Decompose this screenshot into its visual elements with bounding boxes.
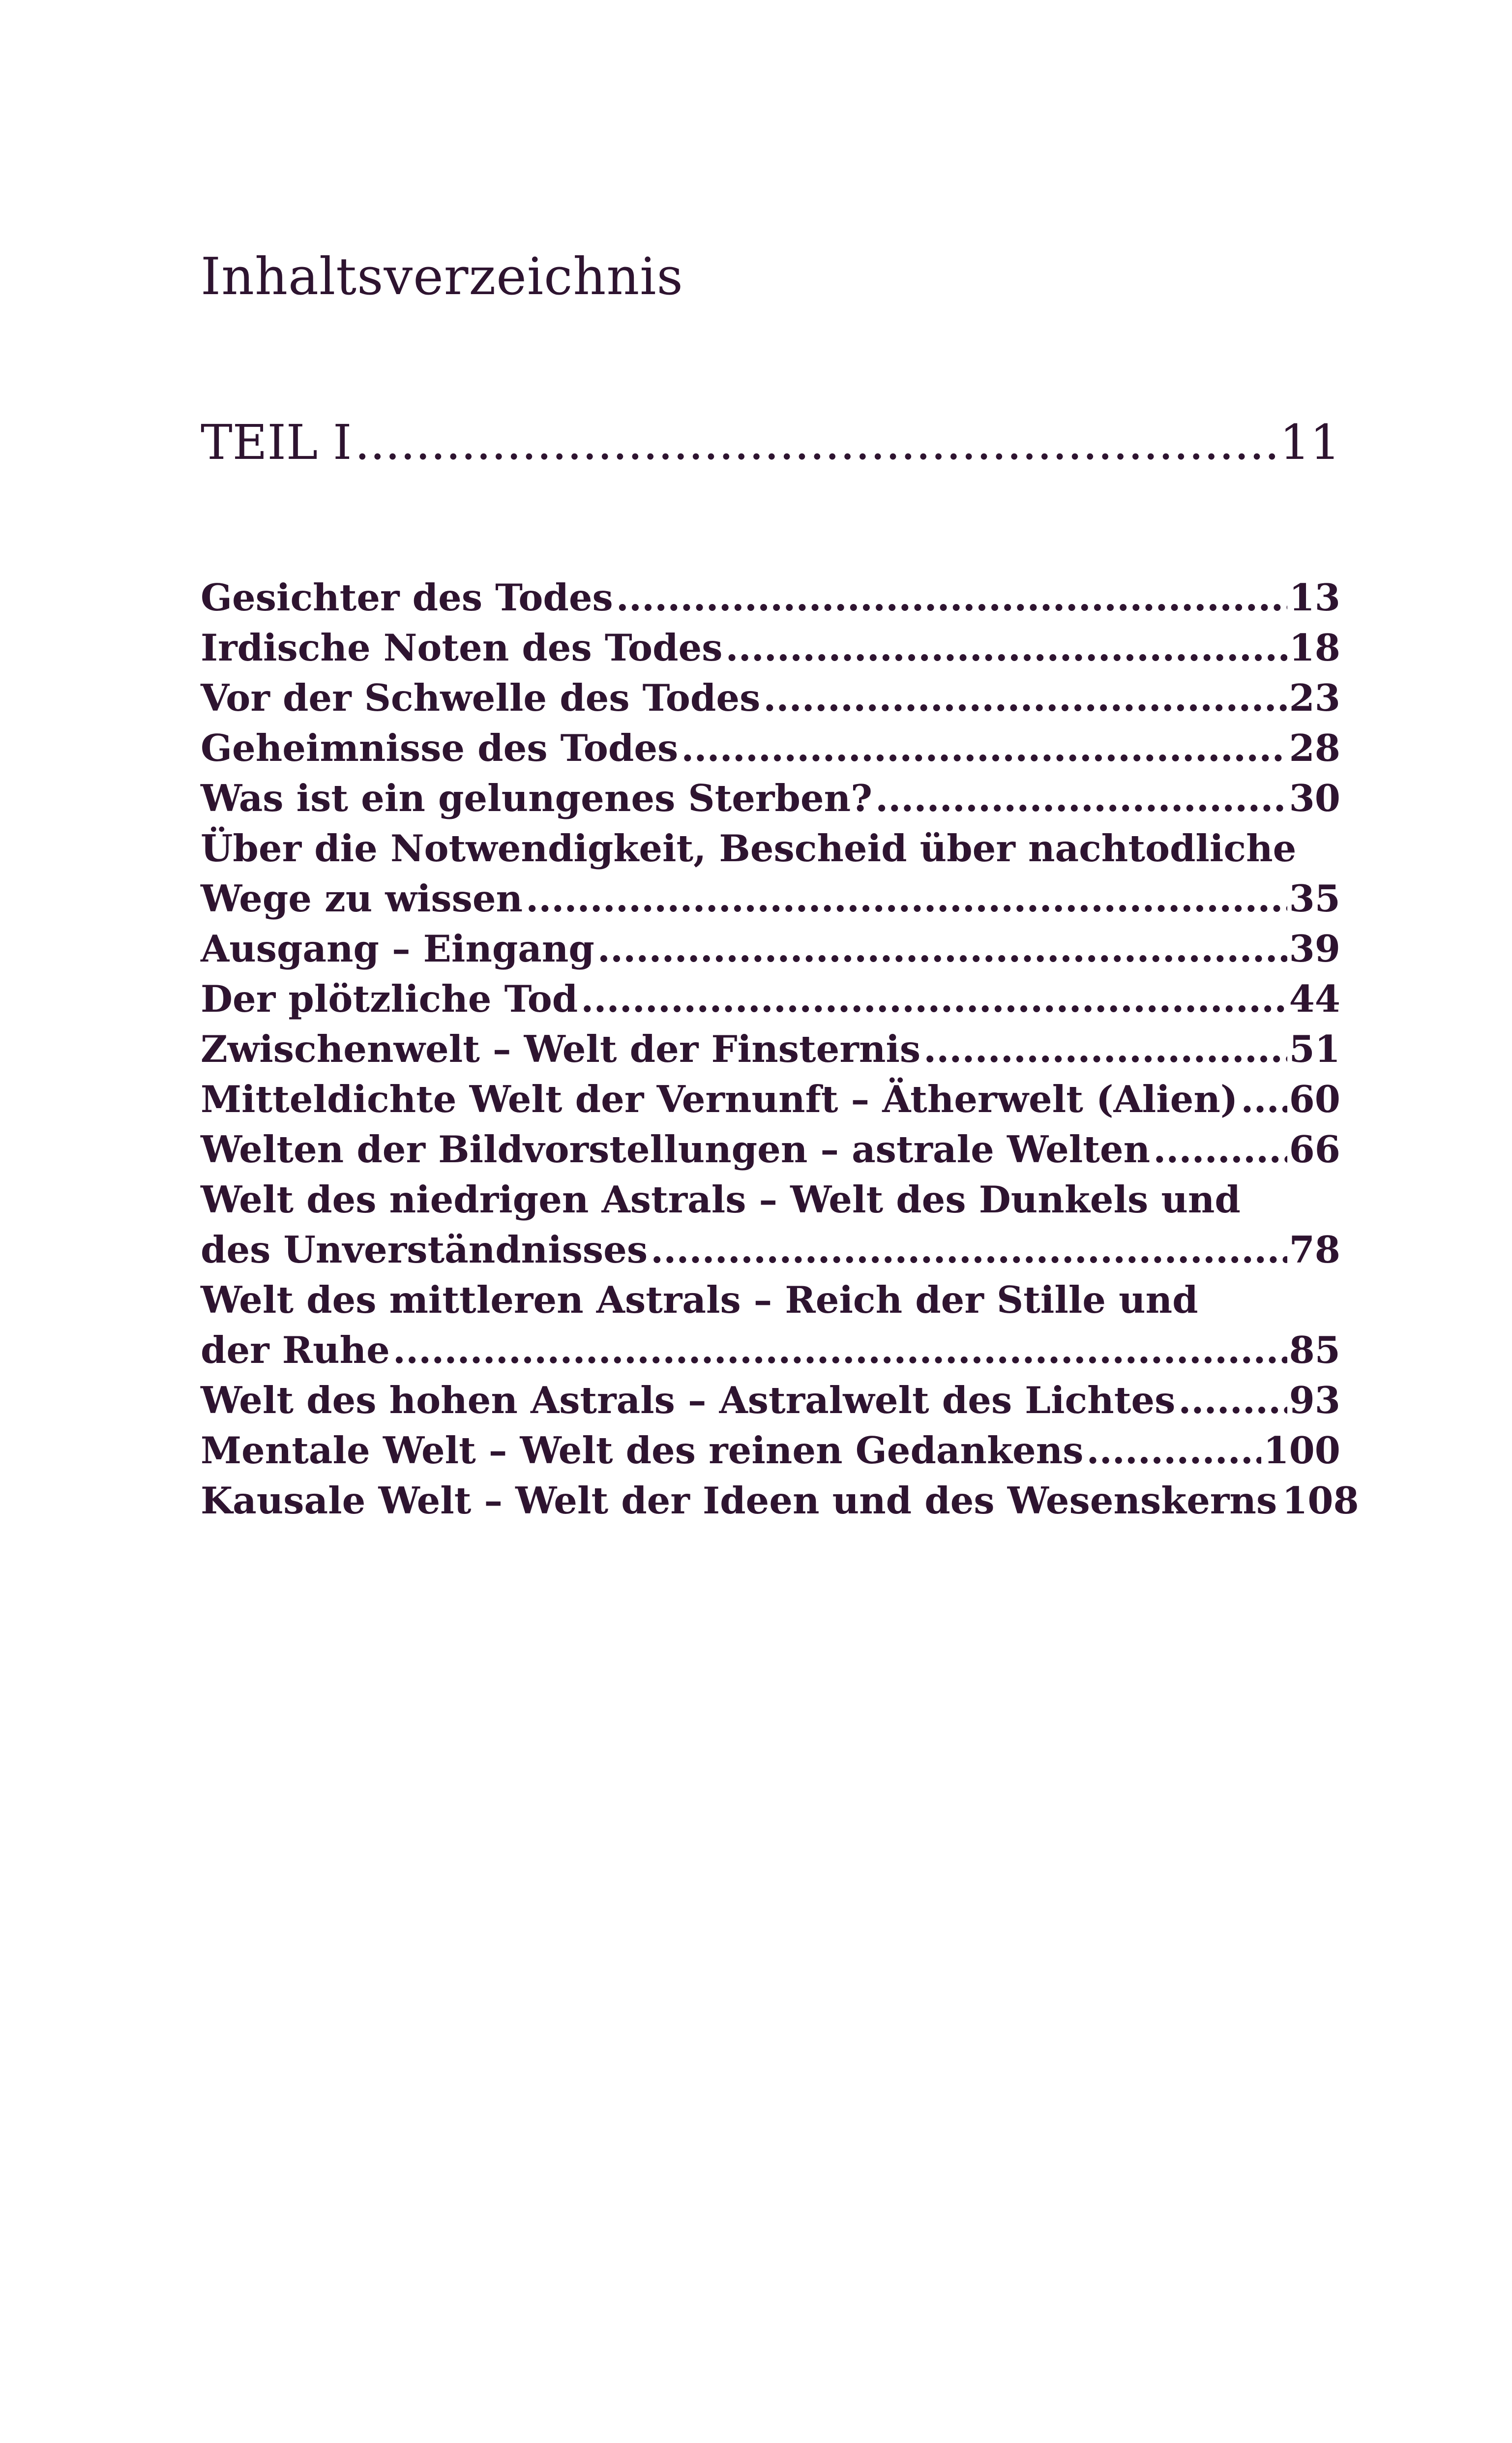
dot-leader	[923, 1024, 1287, 1074]
toc-entry	[201, 1074, 1340, 1124]
toc-entry-title: des Unverständnisses	[201, 1228, 648, 1271]
part-label: TEIL I	[201, 415, 352, 470]
toc-entry-title: Wege zu wissen	[201, 877, 523, 920]
dot-leader	[616, 573, 1287, 623]
toc-entry-title: Mitteldichte Welt der Vernunft – Ätherwelt (Alien)	[201, 1078, 1238, 1121]
toc-entry	[201, 573, 1340, 623]
toc-entry	[201, 1024, 1340, 1074]
toc-entry-title: der Ruhe	[201, 1328, 390, 1372]
toc-entry	[201, 974, 1340, 1024]
toc-part-entry	[201, 406, 1340, 470]
part-page-number: 11	[1279, 415, 1340, 470]
toc-entry-page: 44	[1289, 977, 1340, 1021]
dot-leader	[651, 1225, 1287, 1275]
toc-entry-page: 39	[1289, 927, 1340, 970]
dot-leader	[763, 673, 1287, 723]
toc-entry-page: 100	[1263, 1429, 1340, 1472]
toc-entry-page: 85	[1289, 1328, 1340, 1372]
toc-entry-page: 18	[1289, 626, 1340, 669]
toc-entry-title: Zwischenwelt – Welt der Finsternis	[201, 1027, 921, 1071]
toc-entry	[201, 1375, 1340, 1425]
toc-entry-page: 23	[1289, 676, 1340, 720]
toc-entry-title: Geheimnisse des Todes	[201, 726, 679, 770]
toc-entry-page: 51	[1289, 1027, 1340, 1071]
toc-list	[201, 573, 1359, 1526]
toc-entry-title-line: Über die Notwendigkeit, Bescheid über nachtodliche	[201, 827, 1297, 870]
dot-leader	[597, 924, 1287, 974]
toc-entry-page: 13	[1289, 576, 1340, 619]
toc-entry	[201, 773, 1340, 823]
toc-entry-title-line: Welt des niedrigen Astrals – Welt des Dunkels und	[201, 1178, 1241, 1221]
toc-entry-page: 30	[1289, 777, 1340, 820]
toc-entry-title-line: Welt des mittleren Astrals – Reich der Stille und	[201, 1278, 1198, 1322]
dot-leader	[681, 723, 1287, 773]
toc-entry	[201, 673, 1340, 723]
toc-entry-title: Kausale Welt – Welt der Ideen und des Wesenskerns	[201, 1479, 1277, 1522]
toc-entry-page: 66	[1289, 1128, 1340, 1171]
toc-entry-title: Welten der Bildvorstellungen – astrale Welten	[201, 1128, 1151, 1171]
toc-entry-page: 28	[1289, 726, 1340, 770]
dot-leader	[1178, 1375, 1287, 1425]
toc-entry-page: 108	[1282, 1479, 1359, 1522]
toc-entry	[201, 924, 1340, 974]
dot-leader	[1086, 1425, 1261, 1476]
toc-entry-title: Was ist ein gelungenes Sterben?	[201, 777, 873, 820]
toc-entry-title: Der plötzliche Tod	[201, 977, 578, 1021]
toc-entry-page: 93	[1289, 1379, 1340, 1422]
toc-entry	[201, 1425, 1340, 1476]
toc-entry-title: Welt des hohen Astrals – Astralwelt des Lichtes	[201, 1379, 1176, 1422]
toc-entry	[201, 1175, 1340, 1275]
toc-entry-title: Mentale Welt – Welt des reinen Gedankens	[201, 1429, 1084, 1472]
dot-leader	[1153, 1124, 1287, 1175]
dot-leader	[875, 773, 1287, 823]
toc-entry-title: Vor der Schwelle des Todes	[201, 676, 761, 720]
toc-heading: Inhaltsverzeichnis	[201, 246, 683, 306]
dot-leader	[393, 1325, 1287, 1375]
dot-leader	[581, 974, 1287, 1024]
dot-leader	[526, 874, 1287, 924]
dot-leader	[725, 623, 1287, 673]
toc-entry	[201, 823, 1340, 924]
toc-entry-title: Ausgang – Eingang	[201, 927, 594, 970]
toc-entry	[201, 1275, 1340, 1375]
toc-entry	[201, 1476, 1359, 1526]
toc-entry-page: 78	[1289, 1228, 1340, 1271]
toc-entry-page: 35	[1289, 877, 1340, 920]
dot-leader	[355, 406, 1277, 480]
toc-entry-title: Gesichter des Todes	[201, 576, 613, 619]
toc-entry-page: 60	[1289, 1078, 1340, 1121]
toc-entry	[201, 723, 1340, 773]
dot-leader	[1241, 1074, 1287, 1124]
toc-entry	[201, 1124, 1340, 1175]
toc-entry-title: Irdische Noten des Todes	[201, 626, 723, 669]
toc-entry	[201, 623, 1340, 673]
